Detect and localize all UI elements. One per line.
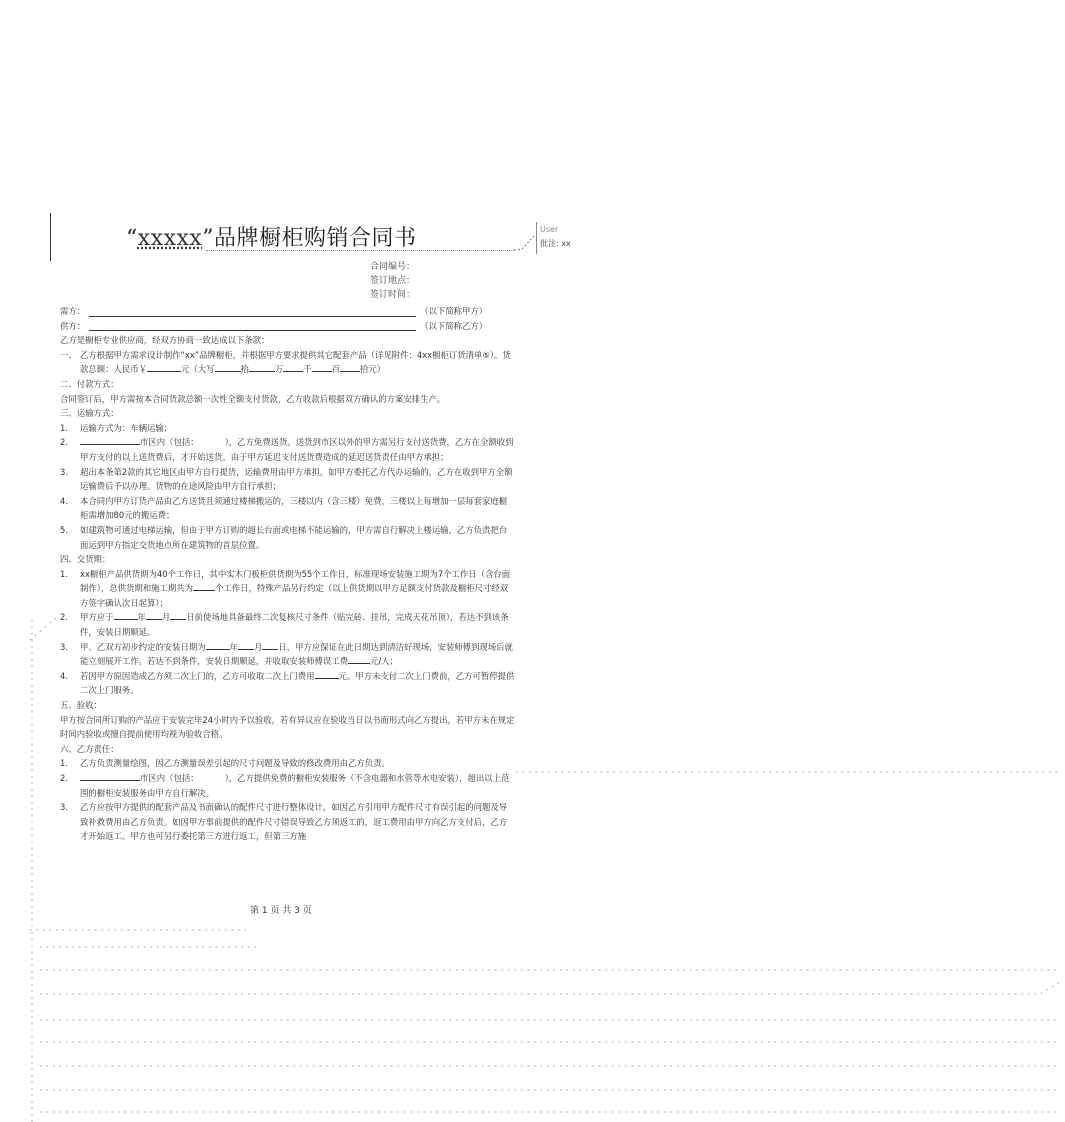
section-6-item-1: 1. 乙方负责测量绘图，因乙方测量误差引起的尺寸问题及导致的修改费用由乙方负责。 (60, 756, 515, 771)
fill-in-blank[interactable] (262, 640, 278, 650)
comment-balloon[interactable] (540, 223, 571, 251)
fill-in-blank[interactable] (249, 362, 275, 372)
brand-placeholder: xxxxx (137, 226, 203, 251)
party-a-row: 需方： （以下简称甲方） (60, 306, 488, 316)
fill-in-blank[interactable] (80, 771, 140, 781)
change-bar (50, 213, 51, 261)
section-4-item-3: 3. 甲、乙双方初步约定的安装日期为 年 月 日，甲方应保证在此日期达到清洁好现场，安装师傅到现场后就能立刻展开工作。若达不到条件，安装日期顺延，并收取安装师傅误工费 元/人； (60, 641, 513, 667)
fill-in-blank[interactable] (215, 362, 241, 372)
section-3-item-5: 5. 如建筑物可通过电梯运输，但由于甲方订购的超长台面或电梯不能运输的，甲方需自行解决上楼运输，乙方负责把台面运到甲方指定交货地点所在建筑物的首层位置。 (60, 524, 508, 550)
fill-in-blank[interactable] (348, 654, 370, 664)
contract-number: 合同编号： (370, 262, 416, 272)
section-3-item-2: 2. 市区内（包括： ），乙方免费送货。送货到市区以外的甲方需另行支付送货费，乙方在全额收到甲方支付的以上送货费后，才开始送货。由于甲方延迟支付送货费造成的延迟送货责任由甲方承担； (60, 437, 514, 462)
item-number: 1. (60, 568, 68, 579)
section-6-item-3: 3. 乙方应按甲方提供的配套产品及书面确认的配件尺寸进行整体设计，如因乙方引用甲方配件尺寸有误引起的问题及导致补救费用由乙方负责。如因甲方事前提供的配件尺寸错误导致乙方须返工的，返工费用由甲方向乙方支付后，乙方才开始返工。甲方也可另行委托第三方进行返工，但第三方施 (60, 802, 508, 842)
item-number: 5. (60, 524, 68, 535)
signing-date: 签订时间： (370, 290, 416, 300)
comment-marker (536, 222, 537, 254)
signing-place: 签订地点： (370, 276, 416, 286)
comment-connector (514, 229, 536, 251)
section-3-item-4: 4. 本合同内甲方订货产品由乙方送货且须通过楼梯搬运的，三楼以内（含三楼）免费，三楼以上每增加一层每套家庭橱柜需增加80元的搬运费； (60, 495, 508, 521)
fill-in-blank[interactable] (283, 362, 303, 372)
party-a-blank[interactable] (89, 306, 416, 317)
fill-in-blank[interactable] (315, 669, 339, 679)
item-number: 1. (60, 758, 68, 769)
section-3-item-3: 3. 超出本条第2款的其它地区由甲方自行提货，运输费用由甲方承担。如甲方委托乙方代办运输的，乙方在收到甲方全额运输费后予以办理。货物的在途风险由甲方自行承担； (60, 466, 513, 492)
fill-in-blank[interactable] (147, 362, 181, 372)
section-4-item-4: 4. 若因甲方原因造成乙方须二次上门的，乙方可收取二次上门费用 元。甲方未支付二次上门费前，乙方可暂停提供二次上门服务。 (60, 670, 515, 696)
contract-title: “xxxxx”品牌橱柜购销合同书 (126, 226, 417, 251)
item-number: 2. (60, 773, 68, 783)
fill-in-blank[interactable] (312, 362, 332, 372)
item-number: 一、 (60, 349, 77, 360)
intro: 乙方是橱柜专业供应商，经双方协商一致达成以下条款： (60, 335, 270, 346)
item-number: 2. (60, 612, 68, 623)
section-6-item-2: 2. 市区内（包括： ），乙方提供免费的橱柜安装服务（不含电器和水管等水电安装），超出以上范围的橱柜安装服务由甲方自行解决。 (60, 773, 510, 798)
item-number: 2. (60, 437, 68, 448)
page-footer: 第 1 页 共 3 页 (250, 906, 312, 916)
item-number: 4. (60, 670, 68, 681)
party-b-blank[interactable] (89, 320, 416, 331)
section-2-heading: 二、付款方式： (60, 378, 119, 389)
fill-in-blank[interactable] (238, 640, 254, 650)
section-2-text: 合同签订后，甲方需按本合同货款总额一次性全额支付货款，乙方收款后根据双方确认的方案安排生产。 (60, 393, 446, 404)
fill-in-blank[interactable] (340, 362, 360, 372)
contract-meta (370, 260, 415, 302)
section-4-item-1: 1. xx橱柜产品供货期为40个工作日，其中实木门板柜供货期为55个工作日，标准现场安装施工期为7个工作日（含台面制作），总供货期和施工期共为 个工作日，特殊产品另行约定（以上供货期以甲方足额支付货款及橱柜尺寸经双方签字确认次日起算）； (60, 568, 511, 608)
section-4-heading: 四、交货期： (60, 554, 111, 565)
section-4-item-2: 2. 甲方应于 年 月 日前使场地具备最终二次复核尺寸条件（贴完砖、挂吊，完成天花吊顶），若达不到该条件，安装日期顺延。 (60, 612, 509, 638)
section-3-heading: 三、运输方式： (60, 408, 119, 419)
comment-anchor-line (206, 250, 514, 251)
fill-in-blank[interactable] (114, 610, 138, 620)
item-number: 4. (60, 495, 68, 506)
clause-1: 一、 乙方根据甲方需求设计制作“xx”品牌橱柜，并根据甲方要求提供其它配套产品（详见附件：4xx橱柜订货清单⑤）。货款总额：人民币￥ 元（大写 拾 万 千 百 拾元） (60, 349, 511, 375)
item-number: 1. (60, 422, 68, 433)
section-5-heading: 五、验收： (60, 700, 102, 711)
section-3-item-1: 1. 运输方式为：车辆运输； (60, 421, 515, 436)
fill-in-blank[interactable] (193, 581, 215, 591)
fill-in-blank[interactable] (170, 610, 186, 620)
comment-author: User (540, 225, 559, 234)
fill-in-blank[interactable] (146, 610, 162, 620)
comment-text: 批注: xx (540, 239, 571, 248)
party-b-row: 供方： （以下简称乙方） (60, 320, 488, 331)
item-number: 3. (60, 641, 68, 652)
section-5-text: 甲方按合同所订购的产品应于安装完毕24小时内予以验收，若有异议应在验收当日以书面形式向乙方提出，若甲方未在规定时间内验收或擅自提前使用均视为验收合格。 (60, 714, 515, 740)
item-number: 3. (60, 466, 68, 477)
contract-body (60, 304, 515, 844)
section-6-heading: 六、乙方责任： (60, 743, 119, 754)
fill-in-blank[interactable] (206, 640, 230, 650)
item-number: 3. (60, 802, 68, 813)
fill-in-blank[interactable] (80, 435, 140, 445)
